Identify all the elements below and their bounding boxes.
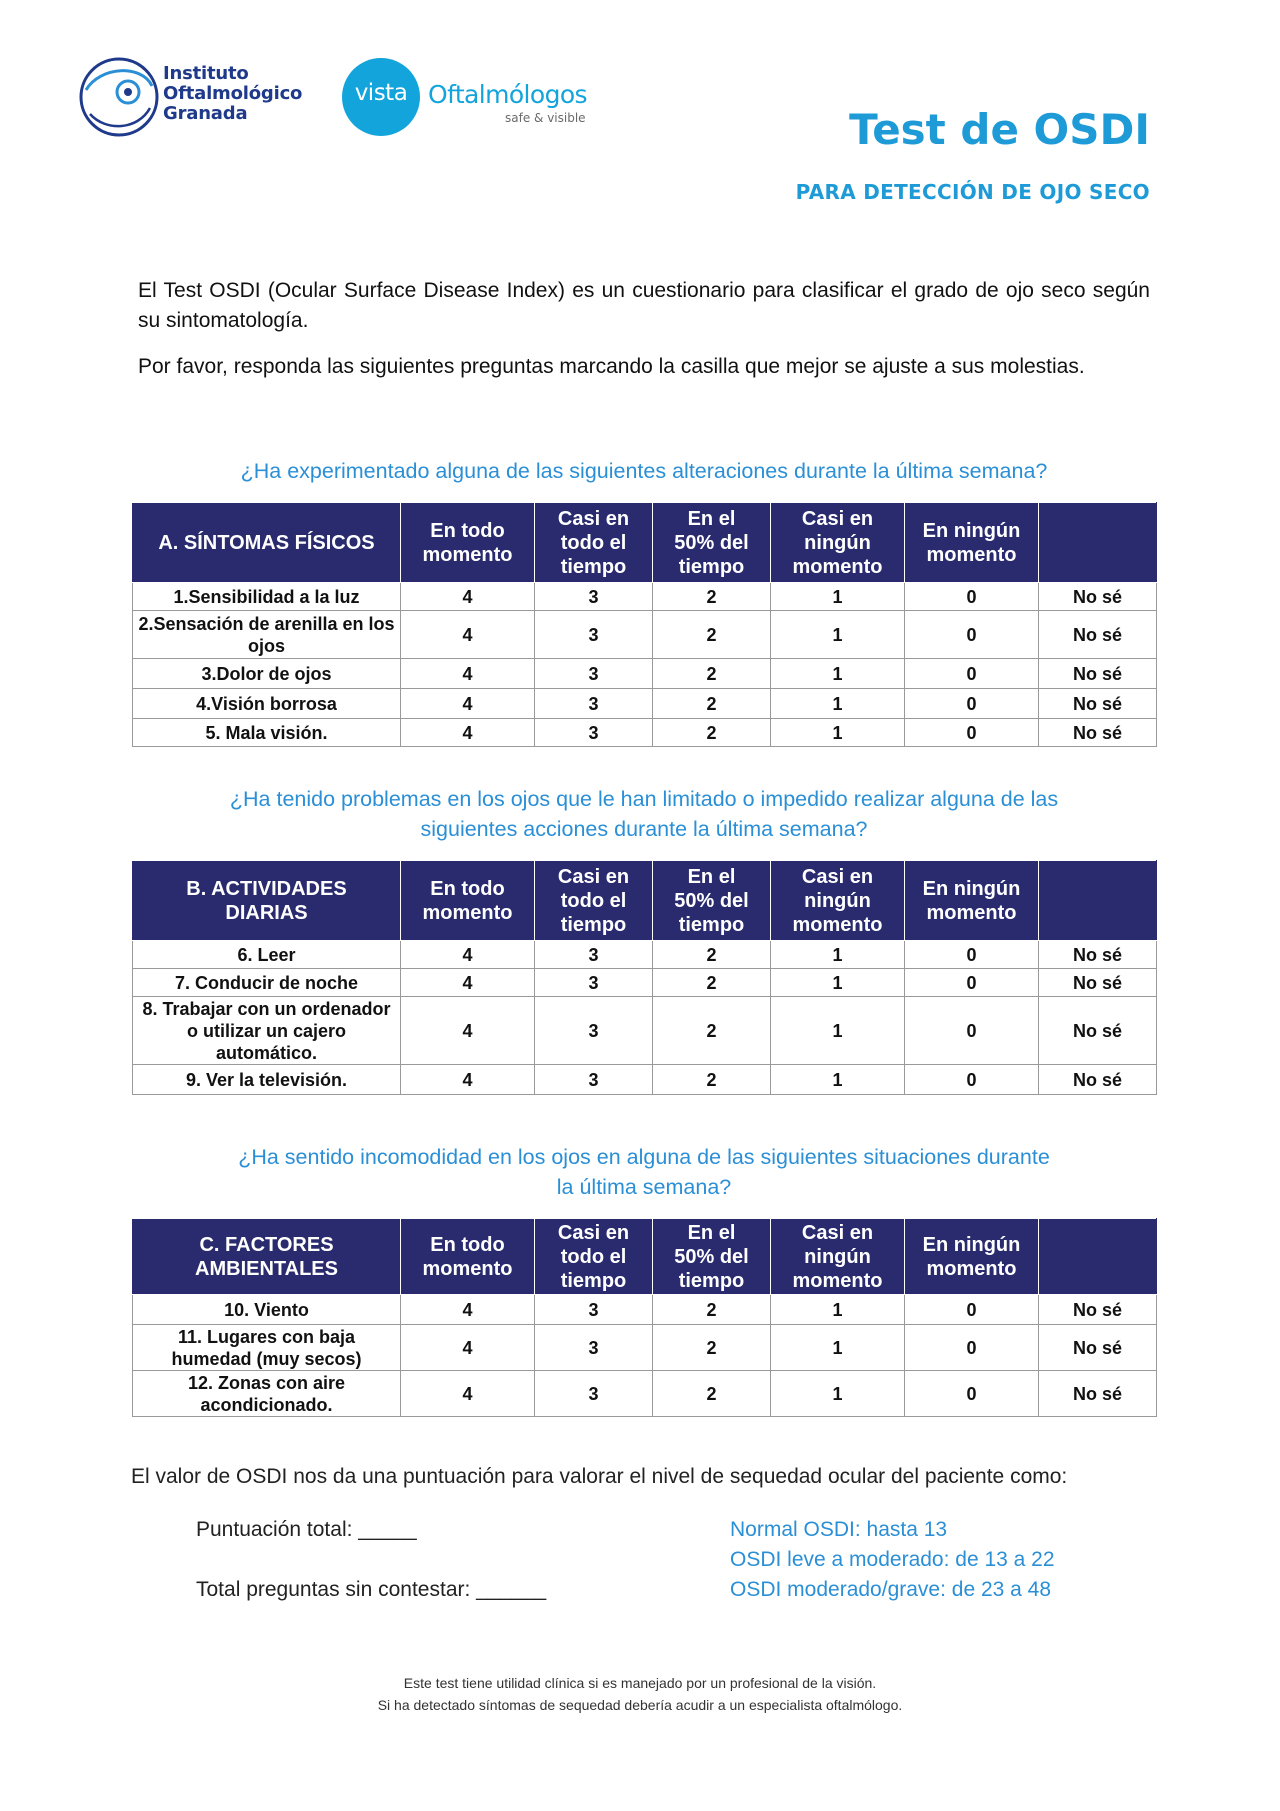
column-header-empty — [1039, 861, 1157, 941]
answer-cell-1[interactable]: 1 — [771, 969, 905, 997]
answer-cell-3[interactable]: 3 — [535, 1295, 653, 1325]
answer-cell-4[interactable]: 4 — [401, 1295, 535, 1325]
column-header — [905, 503, 1039, 583]
page-title: Test de OSDI — [849, 105, 1150, 154]
table-sintomas-fisicos — [132, 502, 1157, 747]
answer-cell-1[interactable]: 1 — [771, 689, 905, 719]
table-row — [133, 689, 1157, 719]
answer-cell-2[interactable]: 2 — [653, 1295, 771, 1325]
answer-cell-2[interactable]: 2 — [653, 611, 771, 659]
answer-cell-3[interactable]: 3 — [535, 583, 653, 611]
answer-cell-0[interactable]: 0 — [905, 1371, 1039, 1417]
answer-cell-0[interactable]: 0 — [905, 611, 1039, 659]
range-moderate-severe: OSDI moderado/grave: de 23 a 48 — [730, 1578, 1052, 1601]
section-header — [133, 861, 401, 941]
column-header — [771, 1219, 905, 1295]
column-header-line: Casi en — [801, 507, 874, 530]
column-header-line: momento — [422, 901, 513, 924]
answer-cell-no-se[interactable]: No sé — [1039, 719, 1157, 747]
answer-cell-2[interactable]: 2 — [653, 1065, 771, 1095]
logo-vista-tagline: safe & visible — [505, 111, 586, 125]
answer-cell-0[interactable]: 0 — [905, 941, 1039, 969]
answer-cell-2[interactable]: 2 — [653, 997, 771, 1065]
column-header-line: Casi en — [801, 1221, 874, 1244]
answer-cell-4[interactable]: 4 — [401, 941, 535, 969]
answer-cell-1[interactable]: 1 — [771, 1371, 905, 1417]
column-header — [535, 503, 653, 583]
row-label: 11. Lugares con baja humedad (muy secos) — [133, 1325, 401, 1371]
column-header-line: momento — [792, 1269, 883, 1292]
logo-vista-word: vista — [354, 80, 408, 106]
results-intro: El valor de OSDI nos da una puntuación para valorar el nivel de sequedad ocular del paciente como: — [131, 1465, 1068, 1488]
answer-cell-1[interactable]: 1 — [771, 1065, 905, 1095]
column-header — [653, 861, 771, 941]
column-header-line: En todo — [430, 877, 505, 900]
table-row — [133, 583, 1157, 611]
table-header-row — [133, 1219, 1157, 1295]
answer-cell-4[interactable]: 4 — [401, 719, 535, 747]
column-header-line: Casi en — [801, 865, 874, 888]
column-header-line: todo el — [560, 889, 627, 912]
question-text: la última semana? — [556, 1175, 732, 1199]
column-header-line: ningún — [804, 1245, 871, 1268]
logo-instituto-oftalmologico-granada — [78, 56, 328, 136]
answer-cell-no-se[interactable]: No sé — [1039, 611, 1157, 659]
logo-vista-name: Oftalmólogos — [428, 80, 587, 109]
column-header — [401, 1219, 535, 1295]
answer-cell-3[interactable]: 3 — [535, 689, 653, 719]
table-row — [133, 969, 1157, 997]
question-text: siguientes acciones durante la última semana? — [420, 817, 868, 841]
row-label: 10. Viento — [133, 1295, 401, 1325]
answer-cell-2[interactable]: 2 — [653, 1325, 771, 1371]
answer-cell-1[interactable]: 1 — [771, 1325, 905, 1371]
column-header-line: momento — [926, 1257, 1017, 1280]
table-row — [133, 719, 1157, 747]
column-header-line: En ningún — [922, 877, 1021, 900]
answer-cell-3[interactable]: 3 — [535, 719, 653, 747]
row-label: 9. Ver la televisión. — [133, 1065, 401, 1095]
column-header-line: tiempo — [678, 913, 745, 936]
question-section-b — [130, 784, 1158, 844]
row-label: 3.Dolor de ojos — [133, 659, 401, 689]
question-text: ¿Ha sentido incomodidad en los ojos en alguna de las siguientes situaciones durante — [238, 1145, 1050, 1169]
column-header — [535, 861, 653, 941]
answer-cell-4[interactable]: 4 — [401, 611, 535, 659]
answer-cell-2[interactable]: 2 — [653, 659, 771, 689]
column-header-line: todo el — [560, 531, 627, 554]
answer-cell-no-se[interactable]: No sé — [1039, 1295, 1157, 1325]
column-header-empty — [1039, 1219, 1157, 1295]
column-header-line: En ningún — [922, 519, 1021, 542]
column-header — [535, 1219, 653, 1295]
row-label: 4.Visión borrosa — [133, 689, 401, 719]
question-section-a — [130, 456, 1158, 486]
logo-iog-text — [163, 64, 302, 124]
answer-cell-2[interactable]: 2 — [653, 583, 771, 611]
logo-iog-line: Instituto — [163, 63, 249, 84]
table-actividades-diarias — [132, 860, 1157, 1095]
column-header-line: En todo — [430, 1233, 505, 1256]
answer-cell-3[interactable]: 3 — [535, 997, 653, 1065]
answer-cell-3[interactable]: 3 — [535, 1065, 653, 1095]
row-label: 6. Leer — [133, 941, 401, 969]
answer-cell-3[interactable]: 3 — [535, 1371, 653, 1417]
answer-cell-no-se[interactable]: No sé — [1039, 969, 1157, 997]
answer-cell-3[interactable]: 3 — [535, 611, 653, 659]
column-header-line: ningún — [804, 531, 871, 554]
column-header-line: momento — [422, 1257, 513, 1280]
answer-cell-1[interactable]: 1 — [771, 583, 905, 611]
answer-cell-no-se[interactable]: No sé — [1039, 689, 1157, 719]
logo-iog-line: Granada — [163, 103, 248, 124]
table-row — [133, 1325, 1157, 1371]
answer-cell-no-se[interactable]: No sé — [1039, 659, 1157, 689]
answer-cell-1[interactable]: 1 — [771, 1295, 905, 1325]
column-header-line: tiempo — [678, 555, 745, 578]
footer-note: Si ha detectado síntomas de sequedad debería acudir a un especialista oftalmólogo. — [377, 1697, 903, 1713]
column-header — [653, 1219, 771, 1295]
column-header-line: Casi en — [557, 865, 630, 888]
column-header-line: 50% del — [674, 1245, 749, 1268]
column-header-line: En el — [687, 1221, 736, 1244]
column-header — [771, 503, 905, 583]
answer-cell-2[interactable]: 2 — [653, 969, 771, 997]
answer-cell-no-se[interactable]: No sé — [1039, 1065, 1157, 1095]
column-header-line: 50% del — [674, 531, 749, 554]
answer-cell-3[interactable]: 3 — [535, 1325, 653, 1371]
answer-cell-4[interactable]: 4 — [401, 1371, 535, 1417]
column-header-line: tiempo — [560, 1269, 627, 1292]
column-header-line: 50% del — [674, 889, 749, 912]
question-section-c — [130, 1142, 1158, 1202]
table-factores-ambientales — [132, 1218, 1157, 1417]
unanswered-count-field[interactable]: Total preguntas sin contestar: ______ — [196, 1578, 547, 1601]
answer-cell-no-se[interactable]: No sé — [1039, 583, 1157, 611]
table-row — [133, 659, 1157, 689]
answer-cell-0[interactable]: 0 — [905, 1325, 1039, 1371]
eye-globe-icon — [78, 56, 160, 138]
column-header-line: momento — [792, 555, 883, 578]
column-header-line: momento — [926, 543, 1017, 566]
logo-vista-oftalmologos — [342, 58, 612, 138]
column-header-line: tiempo — [678, 1269, 745, 1292]
answer-cell-4[interactable]: 4 — [401, 997, 535, 1065]
row-label: 5. Mala visión. — [133, 719, 401, 747]
answer-cell-0[interactable]: 0 — [905, 1065, 1039, 1095]
table-header-row — [133, 503, 1157, 583]
page-subtitle: PARA DETECCIÓN DE OJO SECO — [795, 180, 1150, 204]
answer-cell-0[interactable]: 0 — [905, 1295, 1039, 1325]
total-score-field[interactable]: Puntuación total: _____ — [196, 1518, 417, 1541]
logo-iog-line: Oftalmológico — [163, 83, 303, 104]
table-row — [133, 941, 1157, 969]
table-header-row — [133, 861, 1157, 941]
column-header — [905, 861, 1039, 941]
answer-cell-1[interactable]: 1 — [771, 611, 905, 659]
column-header-line: En todo — [430, 519, 505, 542]
column-header-line: En el — [687, 507, 736, 530]
answer-cell-3[interactable]: 3 — [535, 659, 653, 689]
column-header-line: En el — [687, 865, 736, 888]
answer-cell-4[interactable]: 4 — [401, 689, 535, 719]
answer-cell-2[interactable]: 2 — [653, 689, 771, 719]
answer-cell-3[interactable]: 3 — [535, 941, 653, 969]
answer-cell-0[interactable]: 0 — [905, 969, 1039, 997]
column-header-line: ningún — [804, 889, 871, 912]
answer-cell-no-se[interactable]: No sé — [1039, 1325, 1157, 1371]
answer-cell-no-se[interactable]: No sé — [1039, 941, 1157, 969]
column-header-line: tiempo — [560, 555, 627, 578]
row-label: 12. Zonas con aire acondicionado. — [133, 1371, 401, 1417]
column-header-line: tiempo — [560, 913, 627, 936]
column-header — [653, 503, 771, 583]
answer-cell-0[interactable]: 0 — [905, 997, 1039, 1065]
answer-cell-1[interactable]: 1 — [771, 659, 905, 689]
question-text: ¿Ha experimentado alguna de las siguientes alteraciones durante la última semana? — [240, 459, 1048, 483]
answer-cell-0[interactable]: 0 — [905, 689, 1039, 719]
answer-cell-2[interactable]: 2 — [653, 1371, 771, 1417]
row-label: 7. Conducir de noche — [133, 969, 401, 997]
row-label: 2.Sensación de arenilla en los ojos — [133, 611, 401, 659]
section-header — [133, 1219, 401, 1295]
table-row — [133, 1371, 1157, 1417]
column-header-empty — [1039, 503, 1157, 583]
table-row — [133, 1065, 1157, 1095]
column-header — [401, 861, 535, 941]
range-mild-moderate: OSDI leve a moderado: de 13 a 22 — [730, 1548, 1055, 1571]
table-row — [133, 1295, 1157, 1325]
section-header: A. SÍNTOMAS FÍSICOS — [133, 503, 401, 583]
instructions-paragraph: Por favor, responda las siguientes preguntas marcando la casilla que mejor se ajuste a sus molestias. — [138, 355, 1085, 378]
answer-cell-0[interactable]: 0 — [905, 719, 1039, 747]
column-header-line: momento — [422, 543, 513, 566]
intro-paragraph: El Test OSDI (Ocular Surface Disease Index) es un cuestionario para clasificar el grado de ojo seco según su sintomatología. — [138, 279, 1150, 332]
answer-cell-no-se[interactable]: No sé — [1039, 1371, 1157, 1417]
answer-cell-4[interactable]: 4 — [401, 1065, 535, 1095]
answer-cell-2[interactable]: 2 — [653, 941, 771, 969]
answer-cell-1[interactable]: 1 — [771, 719, 905, 747]
question-text: ¿Ha tenido problemas en los ojos que le han limitado o impedido realizar alguna de las — [229, 787, 1059, 811]
column-header-line: Casi en — [557, 507, 630, 530]
column-header-line: Casi en — [557, 1221, 630, 1244]
answer-cell-no-se[interactable]: No sé — [1039, 997, 1157, 1065]
row-label: 8. Trabajar con un ordenador o utilizar un cajero automático. — [133, 997, 401, 1065]
answer-cell-0[interactable]: 0 — [905, 583, 1039, 611]
range-normal: Normal OSDI: hasta 13 — [730, 1518, 948, 1541]
column-header-line: momento — [926, 901, 1017, 924]
column-header-line: todo el — [560, 1245, 627, 1268]
answer-cell-0[interactable]: 0 — [905, 659, 1039, 689]
answer-cell-4[interactable]: 4 — [401, 1325, 535, 1371]
answer-cell-1[interactable]: 1 — [771, 941, 905, 969]
column-header — [905, 1219, 1039, 1295]
answer-cell-1[interactable]: 1 — [771, 997, 905, 1065]
column-header — [771, 861, 905, 941]
section-header-line: B. ACTIVIDADES — [186, 877, 347, 900]
answer-cell-3[interactable]: 3 — [535, 969, 653, 997]
section-header-line: AMBIENTALES — [195, 1257, 338, 1280]
column-header — [401, 503, 535, 583]
column-header-line: En ningún — [922, 1233, 1021, 1256]
column-header-line: momento — [792, 913, 883, 936]
answer-cell-4[interactable]: 4 — [401, 659, 535, 689]
answer-cell-4[interactable]: 4 — [401, 969, 535, 997]
section-header-line: DIARIAS — [225, 901, 308, 924]
row-label: 1.Sensibilidad a la luz — [133, 583, 401, 611]
footer-note: Este test tiene utilidad clínica si es manejado por un profesional de la visión. — [403, 1675, 877, 1691]
answer-cell-2[interactable]: 2 — [653, 719, 771, 747]
table-row — [133, 611, 1157, 659]
answer-cell-4[interactable]: 4 — [401, 583, 535, 611]
section-header-line: C. FACTORES — [199, 1233, 334, 1256]
table-row — [133, 997, 1157, 1065]
